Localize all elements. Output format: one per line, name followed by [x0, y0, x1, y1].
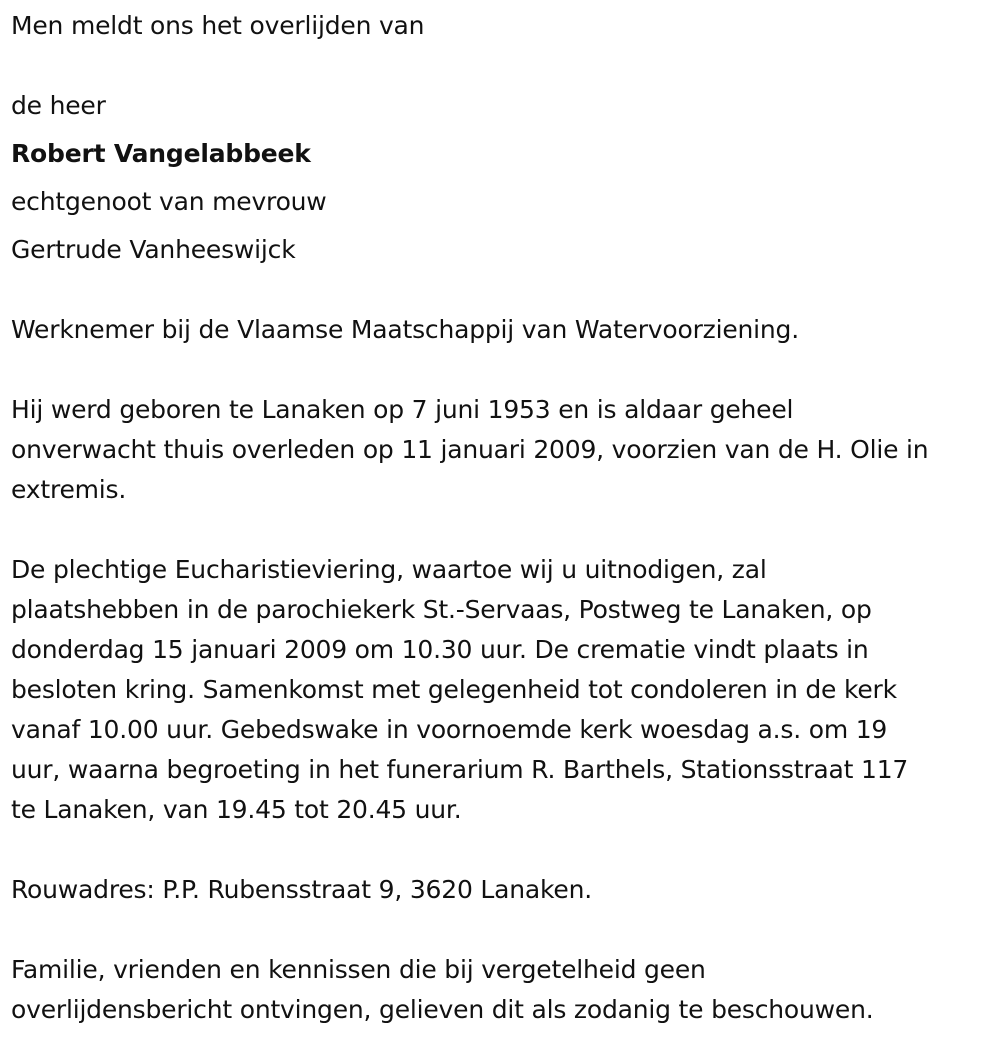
paragraph-line: extremis. — [11, 475, 127, 504]
spouse-line: echtgenoot van mevrouw — [11, 187, 327, 216]
paragraph-line: De plechtige Eucharistieviering, waartoe wij u uitnodigen, zal — [11, 555, 767, 584]
paragraph-line: overlijdensbericht ontvingen, gelieven dit als zodanig te beschouwen. — [11, 995, 874, 1024]
paragraph-line: uur, waarna begroeting in het funerarium R. Barthels, Stationsstraat 117 — [11, 755, 909, 784]
paragraph-line: Familie, vrienden en kennissen die bij vergetelheid geen — [11, 955, 706, 984]
ceremony-paragraph — [11, 550, 991, 830]
deceased-name: Robert Vangelabbeek — [11, 139, 311, 168]
salutation-text: de heer — [11, 91, 106, 120]
paragraph-line: onverwacht thuis overleden op 11 januari 2009, voorzien van de H. Olie in — [11, 435, 929, 464]
mourning-address: Rouwadres: P.P. Rubensstraat 9, 3620 Lanaken. — [11, 875, 592, 904]
paragraph-line: vanaf 10.00 uur. Gebedswake in voornoemde kerk woesdag a.s. om 19 — [11, 715, 888, 744]
paragraph-line: donderdag 15 januari 2009 om 10.30 uur. De crematie vindt plaats in — [11, 635, 869, 664]
obituary-document — [11, 6, 991, 1030]
paragraph-line: besloten kring. Samenkomst met gelegenheid tot condoleren in de kerk — [11, 675, 897, 704]
paragraph-line: te Lanaken, van 19.45 tot 20.45 uur. — [11, 795, 462, 824]
birth-death-paragraph — [11, 390, 991, 510]
employment-text: Werknemer bij de Vlaamse Maatschappij van Watervoorziening. — [11, 315, 799, 344]
spouse-name: Gertrude Vanheeswijck — [11, 235, 296, 264]
paragraph-line: Hij werd geboren te Lanaken op 7 juni 1953 en is aldaar geheel — [11, 395, 794, 424]
intro-text: Men meldt ons het overlijden van — [11, 11, 425, 40]
paragraph-line: plaatshebben in de parochiekerk St.-Servaas, Postweg te Lanaken, op — [11, 595, 872, 624]
closing-paragraph — [11, 950, 991, 1030]
